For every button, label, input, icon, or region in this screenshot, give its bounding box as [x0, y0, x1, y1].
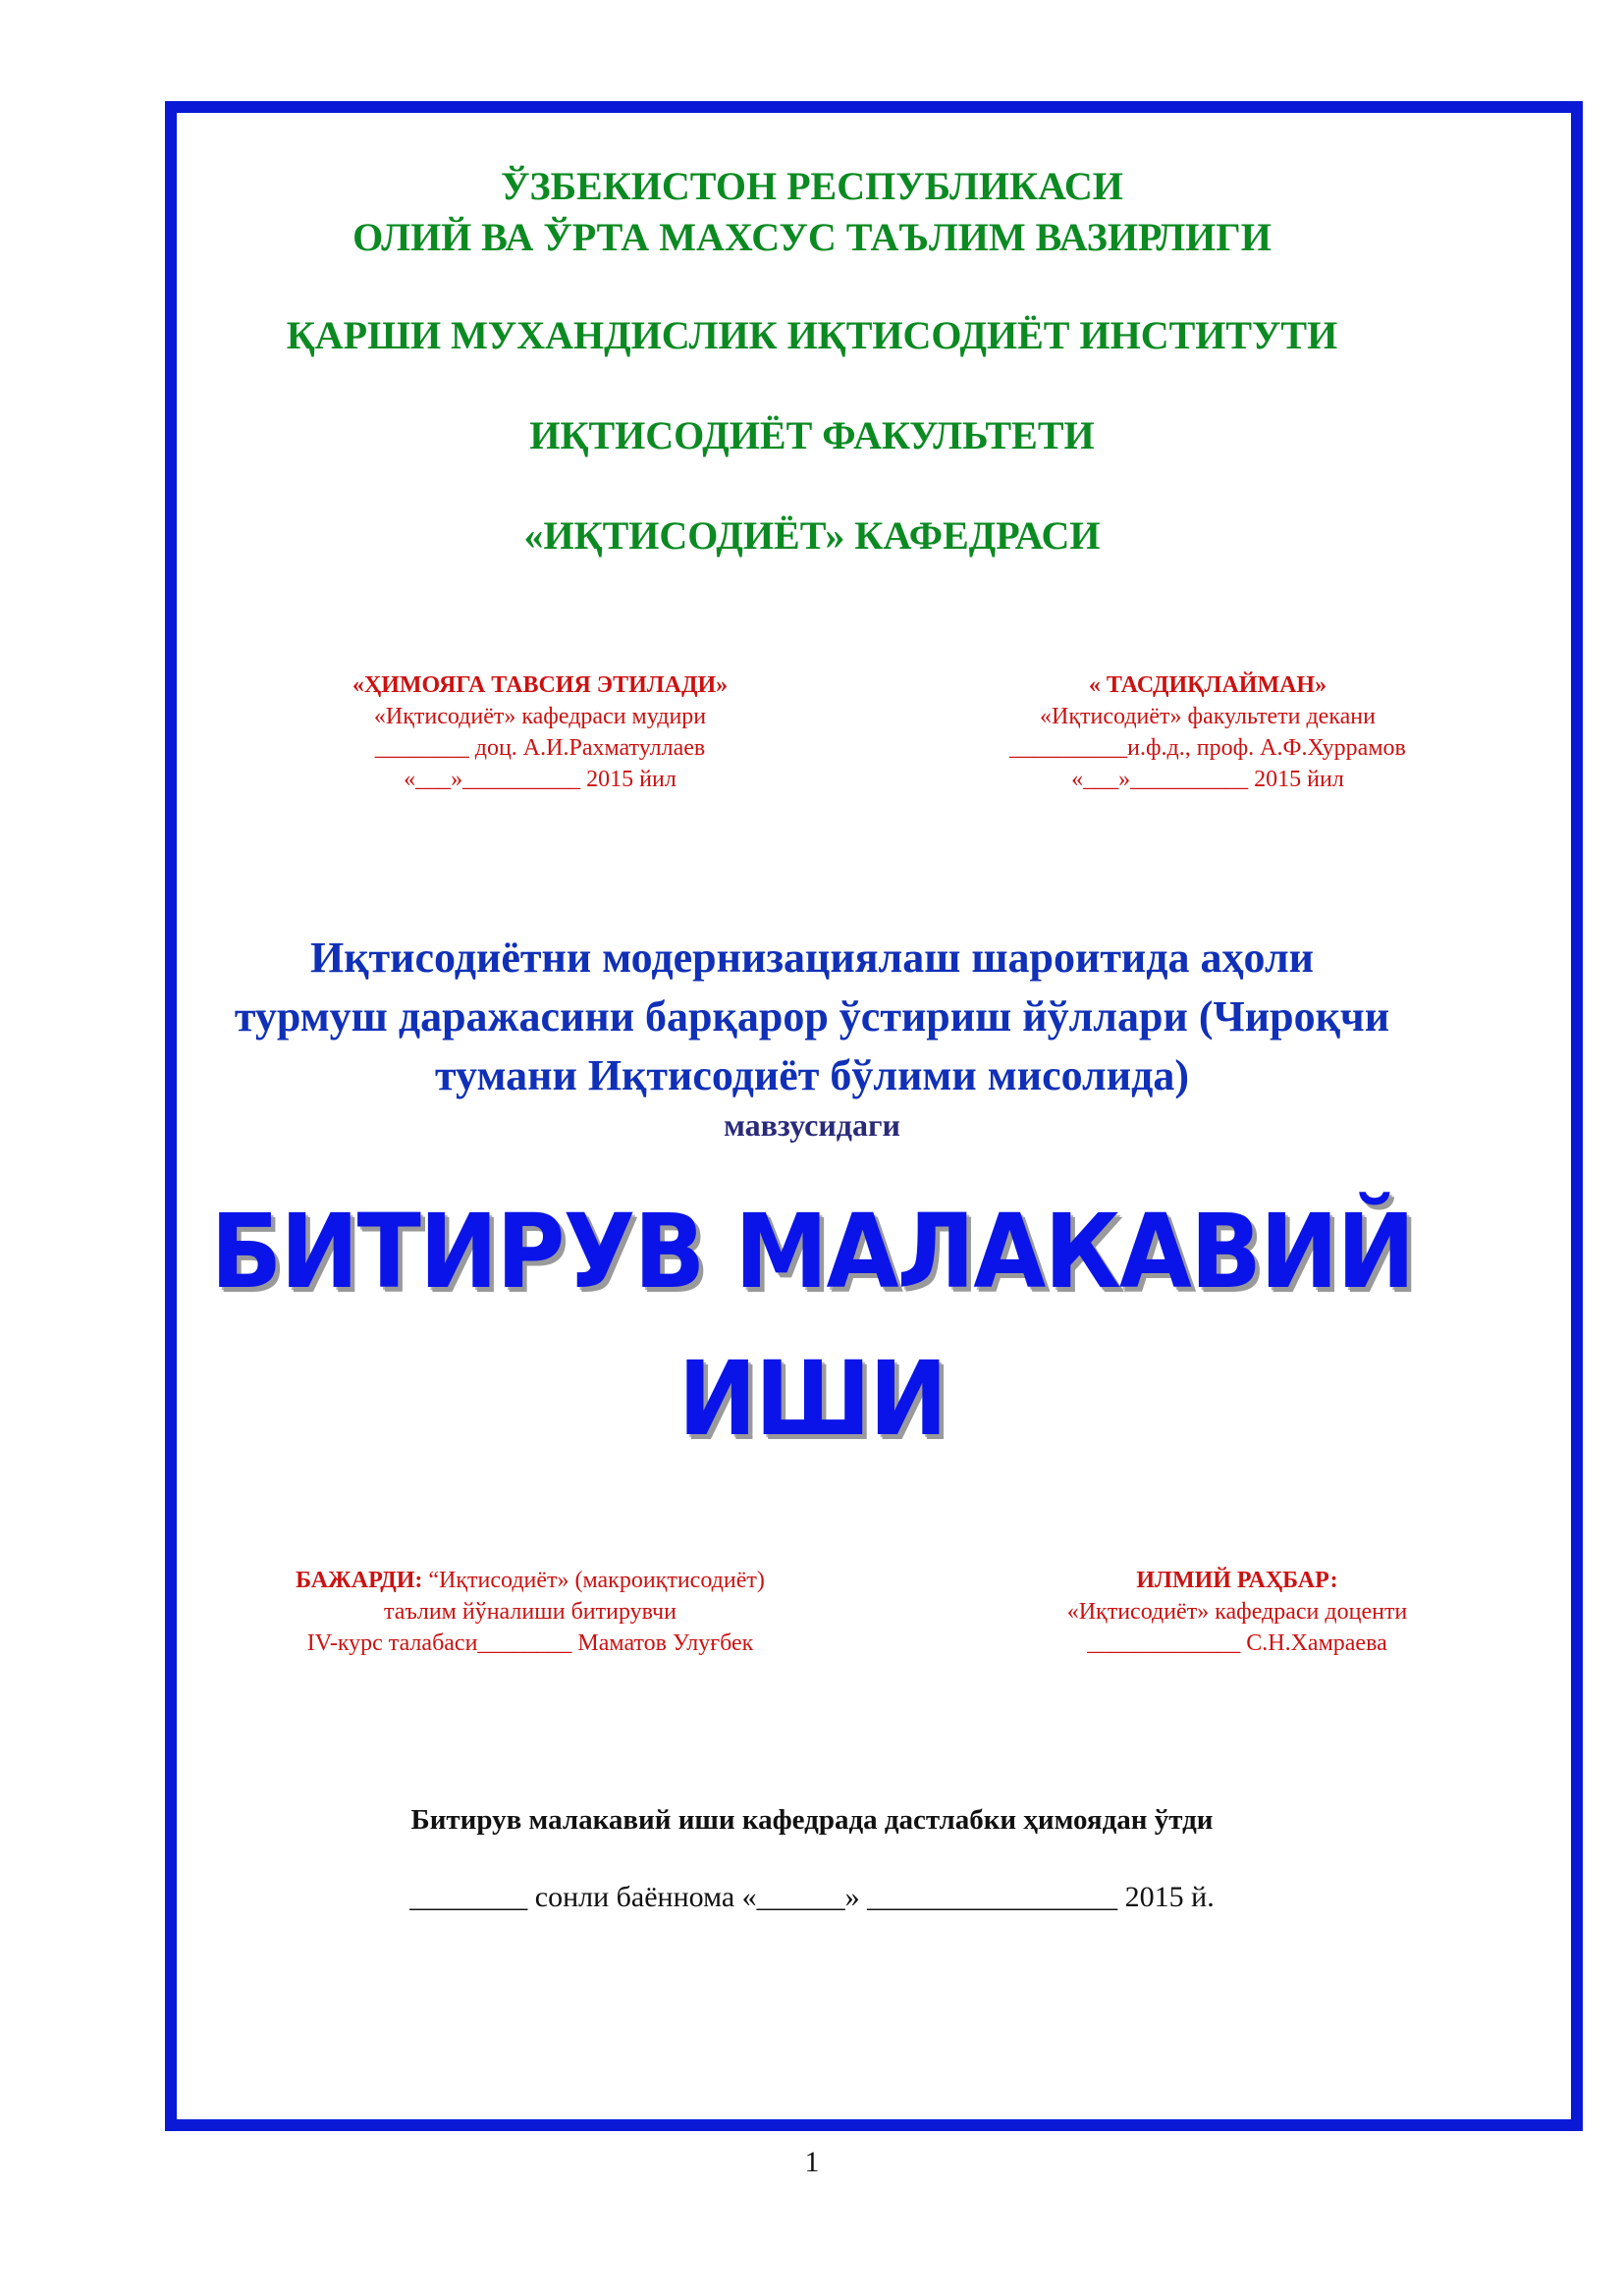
page-number: 1	[804, 2146, 820, 2178]
performer-block	[216, 1565, 844, 1659]
supervisor-signer: _____________ С.Н.Хамраева	[1087, 1630, 1387, 1656]
ministry-header	[0, 161, 1624, 263]
topic-subtitle: мавзусидаги	[724, 1107, 900, 1143]
topic-line-3: тумани Иқтисодиёт бўлими мисолида)	[435, 1051, 1189, 1099]
approve-block	[923, 669, 1492, 795]
work-type-title	[65, 1178, 1559, 1472]
supervisor-role: «Иқтисодиёт» кафедраси доценти	[1066, 1599, 1408, 1625]
supervisor-title: ИЛМИЙ РАҲБАР:	[1136, 1568, 1338, 1593]
recommend-role: «Иқтисодиёт» кафедраси мудири	[373, 704, 707, 729]
supervisor-block	[1001, 1565, 1473, 1659]
recommend-title: «ҲИМОЯГА ТАВСИЯ ЭТИЛАДИ»	[352, 672, 729, 698]
department-title: «ИҚТИСОДИЁТ» КАФЕДРАСИ	[523, 513, 1101, 558]
performer-program: “Иқтисодиёт» (макроиқтисодиёт)	[422, 1568, 765, 1593]
country-title: ЎЗБЕКИСТОН РЕСПУБЛИКАСИ	[501, 164, 1123, 208]
performer-direction: таълим йўналиши битирувчи	[384, 1599, 677, 1625]
recommend-signer: ________ доц. А.И.Рахматуллаев	[374, 735, 706, 761]
work-type-line-2: ИШИ	[677, 1339, 947, 1459]
work-type-line-1: БИТИРУВ МАЛАКАВИЙ	[210, 1192, 1414, 1311]
performer-student: IV-курс талабаси________ Маматов Улуғбек	[306, 1630, 754, 1656]
protocol-line: ________ сонли баённома «______» _________________ 2015 й.	[409, 1881, 1215, 1913]
recommend-block	[265, 669, 815, 795]
faculty-title: ИҚТИСОДИЁТ ФАКУЛЬТЕТИ	[529, 413, 1095, 457]
approve-date: «___»__________ 2015 йил	[1071, 767, 1344, 792]
approve-role: «Иқтисодиёт» факультети декани	[1040, 704, 1376, 729]
thesis-topic	[0, 929, 1624, 1105]
institute-title: ҚАРШИ МУХАНДИСЛИК ИҚТИСОДИЁТ ИНСТИТУТИ	[286, 313, 1338, 357]
protocol-title: Битирув малакавий иши кафедрада дастлабки ҳимоядан ўтди	[410, 1804, 1214, 1836]
approve-title: « ТАСДИҚЛАЙМАН»	[1088, 672, 1327, 698]
topic-line-1: Иқтисодиётни модернизациялаш шароитида аҳоли	[309, 934, 1314, 982]
ministry-title: ОЛИЙ ВА ЎРТА МАХСУС ТАЪЛИМ ВАЗИРЛИГИ	[352, 215, 1272, 259]
performer-label: БАЖАРДИ:	[296, 1568, 423, 1593]
recommend-date: «___»__________ 2015 йил	[404, 767, 677, 792]
approve-signer: __________и.ф.д., проф. А.Ф.Хуррамов	[1009, 735, 1406, 761]
topic-line-2: турмуш даражасини барқарор ўстириш йўллари (Чироқчи	[234, 992, 1390, 1041]
